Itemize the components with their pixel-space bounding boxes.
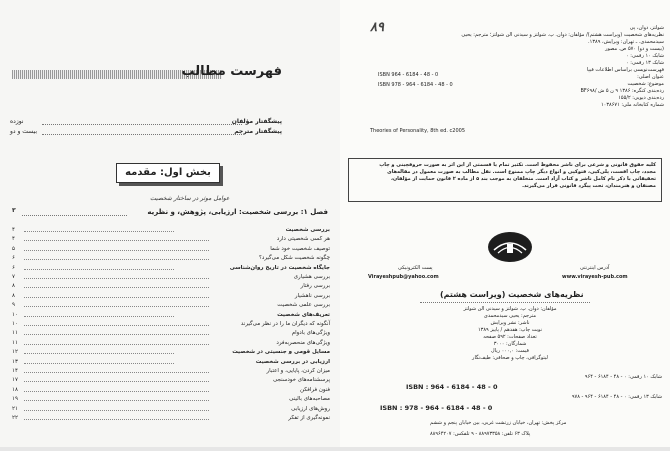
publisher-logo-icon <box>488 232 532 262</box>
isbn-10-persian: شابک ۱۰ رقمی: ۰ - ۴۸ - ۶۱۸۴ - ۹۶۴ <box>584 374 662 380</box>
catalog-line: شابک ۱۰ رقمی: ۰ <box>626 53 664 59</box>
toc-row-label: ارزیابی در بررسی شخصیت <box>255 358 330 365</box>
catalog-line: شماره کتابخانه ملی: ۱۰۳۸۶۷۱ <box>600 102 664 108</box>
toc-row-label: آنگونه که دیگران ما را در نظر می‌گیرند <box>240 321 330 327</box>
chapter-1-leader <box>22 215 127 216</box>
toc-row-leader <box>24 269 174 270</box>
web-value: www.virayesh-pub.com <box>562 274 628 280</box>
toc-row-leader <box>24 391 209 392</box>
copyright-page <box>340 0 670 451</box>
toc-row-label: چگونه شخصیت شکل می‌گیرد؟ <box>258 255 330 262</box>
toc-row-leader <box>24 297 209 298</box>
preface-translator-page: بیست و دو <box>10 128 38 135</box>
preface-authors-page: نوزده <box>10 118 24 125</box>
toc-row-label: هر کسی شخصیتی دارد <box>276 236 330 243</box>
toc-row <box>12 405 330 413</box>
toc-row <box>12 414 330 422</box>
toc-row <box>12 329 330 337</box>
toc-row-page: ۹ <box>12 302 15 309</box>
toc-row-page: ۱۳ <box>12 358 18 365</box>
email-value: Virayeshpub@yahoo.com <box>368 274 439 280</box>
toc-row <box>12 395 330 403</box>
toc-row-label: مصاحبه‌های بالینی <box>289 396 330 403</box>
web-label: آدرس اینترنتی <box>580 265 610 271</box>
toc-row-page: ۶ <box>12 255 15 262</box>
isbn-10-english: ISBN : 964 - 6184 - 48 - 0 <box>406 383 498 391</box>
book-title-rule <box>420 302 590 303</box>
catalog-block <box>374 25 664 109</box>
part-title: بخش اول: مقدمه <box>116 163 220 183</box>
rights-line: مجدد، چاپ افست، پلی‌کپی، فتوکپی و انواع دیگر چاپ ممنوع است. نقل مطالب به صورت معمول در مقاله‌های <box>387 169 656 175</box>
toc-row-label: بررسی ناهشیار <box>294 292 330 299</box>
preface-translator-leader <box>42 134 242 135</box>
isbn-13-latin: ISBN 978 - 964 - 6184 - 48 - 0 <box>378 82 453 88</box>
colophon-line: مؤلفان: دوان. پ. شولتز و سیدنی الن شولتز <box>463 306 557 312</box>
toc-row <box>12 282 330 290</box>
toc-row <box>12 339 330 347</box>
catalog-line: شولتز، دوان، پی <box>629 25 664 31</box>
catalog-line: شابک ۱۳ رقمی: ۰ <box>626 60 664 66</box>
toc-row-label: بررسی رفتار <box>300 283 330 290</box>
isbn-13-persian: شابک ۱۳ رقمی: ۰ - ۴۸ - ۶۱۸۴ - ۹۶۴ - ۹۷۸ <box>571 394 662 400</box>
toc-row-page: ۸ <box>12 283 15 290</box>
page-number-handwritten: ۸۹ <box>370 20 384 35</box>
email-label: پست الکترونیکی <box>398 265 433 271</box>
toc-row-leader <box>24 240 209 241</box>
preface-translator-label: پیشگفتار مترجم <box>234 128 282 135</box>
toc-row <box>12 320 330 328</box>
toc-row-leader <box>24 381 209 382</box>
catalog-line: رده‌بندی کنگره: ۱۳۸۶ ۹ ن ۵ ش /BF۶۹۸ <box>580 88 664 94</box>
toc-row <box>12 226 330 234</box>
toc-row-leader <box>24 344 209 345</box>
toc-row-page: ۲۲ <box>12 415 18 421</box>
catalog-line: (بیست و دو) ۵۷۰ ص. مصور <box>605 46 664 52</box>
toc-row-leader <box>24 306 209 307</box>
rights-line: تحقیقاتی با ذکر نام کامل ناشر و کتاب آزاد است. متخلفان به موجب بند ۵ از ماده ۲ قانون حمایت از مؤلفان، <box>391 176 656 182</box>
toc-row <box>12 301 330 309</box>
toc-row-leader <box>24 419 209 420</box>
toc-row-label: پرسشنامه‌های خودسنجی <box>272 377 330 384</box>
toc-row <box>12 235 330 243</box>
toc-row-label: توصیف شخصیت خود شما <box>270 245 330 252</box>
catalog-line: عنوان اصلی: <box>637 74 664 80</box>
toc-row-leader <box>24 278 209 279</box>
toc-row-leader <box>24 325 209 326</box>
toc-row-label: تعریف‌های شخصیت <box>277 311 330 318</box>
toc-row-leader <box>24 231 174 232</box>
toc-row-label: بررسی علمی شخصیت <box>277 302 330 309</box>
toc-title: فهرست مطالب <box>181 64 282 79</box>
toc-row <box>12 273 330 281</box>
catalog-line: نظریه‌های شخصیت (ویراست هشتم)/ مؤلفان: دوان. پ. شولتز و سیدنی الن شولتز؛ مترجم: یحیی <box>461 32 664 38</box>
isbn-13-english: ISBN : 978 - 964 - 6184 - 48 - 0 <box>380 404 493 412</box>
chapter-1-title: فصل ۱: بررسی شخصیت: ارزیابی، پژوهش، و نظریه <box>147 208 328 216</box>
original-title: Theories of Personality, 8th ed. c2005 <box>370 128 466 134</box>
toc-row-page: ۱۴ <box>12 368 18 374</box>
rights-notice <box>356 162 656 190</box>
colophon-line: قیمت: ۰۰۰,۰ ریال <box>491 348 529 354</box>
toc-row-leader <box>24 372 209 373</box>
distribution-address: مرکز پخش: تهران، خیابان زرتشت غربی، بین خیابان پنجم و ششم <box>430 420 567 426</box>
toc-row-label: فنون فرافکن <box>300 386 330 393</box>
toc-row-page: ۵ <box>12 245 15 252</box>
toc-row-page: ۶ <box>12 264 15 271</box>
toc-row <box>12 254 330 262</box>
toc-row <box>12 311 330 319</box>
toc-row <box>12 358 330 366</box>
toc-row-leader <box>24 334 209 335</box>
toc-row-leader <box>24 250 209 251</box>
page-bottom-edge <box>0 447 670 451</box>
toc-row-label: بررسی هشیاری <box>293 274 330 280</box>
toc-row-page: ۱۰ <box>12 321 18 327</box>
colophon-line: شمارگان: ۳۰۰۰ <box>493 341 527 347</box>
toc-row-label: نمونه‌گیری از تفکر <box>288 415 330 421</box>
preface-authors-leader <box>42 124 242 125</box>
toc-row-label: میزان کردن، پایایی، و اعتبار <box>266 368 330 374</box>
colophon-line: نوبت چاپ: هفدهم / پاییز ۱۳۸۹ <box>478 327 542 333</box>
toc-row-leader <box>24 363 174 364</box>
catalog-line: فهرست‌نویسی براساس اطلاعات فیپا <box>586 67 664 73</box>
toc-row <box>12 292 330 300</box>
rights-line: مصنفان و هنرمندان، تحت پیگرد قانونی قرار می‌گیرند. <box>522 183 656 189</box>
toc-row <box>12 348 330 356</box>
book-title: نظریه‌های شخصیت (ویراست هشتم) <box>440 290 584 299</box>
toc-row-page: ۸ <box>12 292 15 299</box>
toc-row-leader <box>24 287 209 288</box>
catalog-line: رده‌بندی دیویی: ۱۵۵/۲ <box>618 95 664 101</box>
toc-row-leader <box>24 259 209 260</box>
toc-row <box>12 376 330 384</box>
toc-row-label: ویژگی‌های منحصربه‌فرد <box>276 339 330 346</box>
toc-row-label: بررسی شخصیت <box>285 227 330 233</box>
toc-row-page: ۴ <box>12 236 15 243</box>
toc-row-label: روش‌های ارزیابی <box>291 405 330 412</box>
toc-row-page: ۱۱ <box>12 330 18 337</box>
toc-row-page: ۱۷ <box>12 377 18 384</box>
toc-row-label: جایگاه شخصیت در تاریخ روان‌شناسی <box>229 264 330 271</box>
toc-row-leader <box>24 353 174 354</box>
colophon-line: لیتوگرافی، چاپ و صحافی: طیف‌نگار <box>472 355 548 361</box>
isbn-10-latin: ISBN 964 - 6184 - 48 - 0 <box>378 72 439 78</box>
contact-phones: پلاک ۶۳ تلفن: ۸۸۹۷۳۳۵۸ - ۹ تلفکس: ۸۸۹۶۴۲۰۷ <box>430 431 531 437</box>
toc-row-page: ۷ <box>12 274 15 280</box>
toc-row-page: ۱۸ <box>12 386 18 393</box>
toc-row-page: ۱۰ <box>12 311 18 318</box>
colophon-line: مترجم: یحیی سیدمحمدی <box>483 313 537 319</box>
toc-row-label: مسایل قومی و جنسیتی در شخصیت <box>232 349 330 356</box>
toc-row-leader <box>24 410 209 411</box>
toc-row-page: ۴ <box>12 227 15 233</box>
catalog-line: سیدمحمدی. ـ تهران: ویرایش، ۱۳۸۹. <box>588 39 664 45</box>
colophon-line: ناشر: نشر ویرایش <box>490 320 530 326</box>
catalog-line: موضوع: شخصیت <box>627 81 664 87</box>
toc-row <box>12 245 330 253</box>
toc-row-page: ۱۹ <box>12 396 18 403</box>
toc-row <box>12 367 330 375</box>
toc-row <box>12 264 330 272</box>
chapter-1-page: ۳ <box>12 207 16 214</box>
colophon-line: تعداد صفحات: ۵۹۲ صفحه <box>483 334 537 340</box>
toc-row-label: ویژگی‌های بادوام <box>291 330 330 337</box>
handwritten-note: عوامل موثر در ساختار شخصیت <box>150 195 230 202</box>
toc-row-leader <box>24 316 174 317</box>
preface-authors-label: پیشگفتار مؤلفان <box>231 118 282 125</box>
rights-line: کلیه حقوق قانونی و شرعی برای ناشر محفوظ است. تکثیر تمام یا قسمتی از این اثر به صورت حروفچینی و چاپ <box>379 162 656 168</box>
toc-row <box>12 386 330 394</box>
colophon <box>410 306 610 362</box>
toc-row-page: ۲۱ <box>12 405 18 412</box>
toc-row-leader <box>24 400 209 401</box>
toc-row-page: ۱۲ <box>12 349 18 356</box>
toc-row-page: ۱۱ <box>12 339 18 346</box>
